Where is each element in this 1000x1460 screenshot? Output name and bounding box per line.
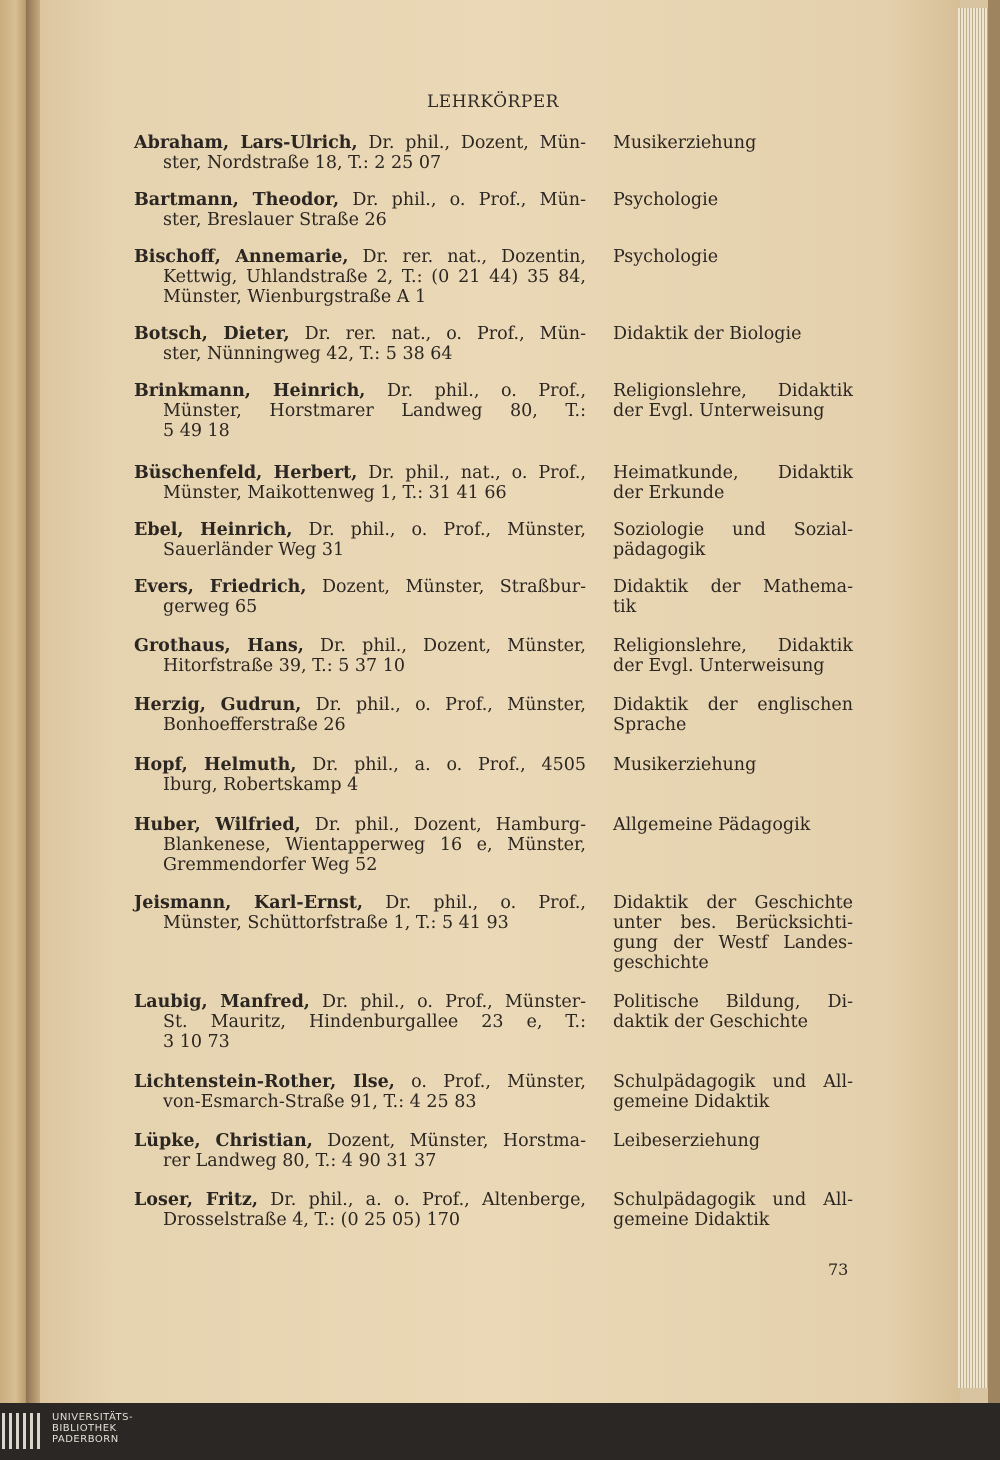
person-name: Lichtenstein-Rother, Ilse, (134, 1072, 395, 1092)
person-name: Lüpke, Christian, (134, 1131, 313, 1151)
entry-subject (613, 755, 853, 775)
entry-text-line: Bischoff, Annemarie, Dr. rer. nat., Dozentin, (134, 247, 586, 267)
person-name: Hopf, Helmuth, (134, 755, 297, 775)
subject-line: daktik der Geschichte (613, 1012, 808, 1032)
subject-line: geschichte (613, 953, 709, 973)
entry-subject (613, 1190, 853, 1230)
person-name: Bischoff, Annemarie, (134, 247, 349, 267)
entry-subject (613, 992, 853, 1032)
entry-text-line: Abraham, Lars-Ulrich, Dr. phil., Dozent, Mün- (134, 133, 586, 153)
entry-text-line: Lichtenstein-Rother, Ilse, o. Prof., Münster, (134, 1072, 586, 1092)
entry-subject (613, 577, 853, 617)
person-name: Evers, Friedrich, (134, 577, 307, 597)
subject-line: Heimatkunde, Didaktik (613, 463, 853, 483)
subject-line: Allgemeine Pädagogik (613, 815, 811, 835)
entry-text-line: Botsch, Dieter, Dr. rer. nat., o. Prof., Mün- (134, 324, 586, 344)
entry-text-line: Evers, Friedrich, Dozent, Münster, Straßbur- (134, 577, 587, 597)
entry-text-line: ster, Breslauer Straße 26 (163, 210, 387, 230)
person-name: Herzig, Gudrun, (134, 695, 302, 715)
entry-text-line: Huber, Wilfried, Dr. phil., Dozent, Hamburg- (134, 815, 586, 835)
subject-line: Soziologie und Sozial- (613, 520, 853, 540)
entry-details (134, 1131, 586, 1171)
library-logo-icon (2, 1413, 46, 1449)
entry-text-line: gerweg 65 (163, 597, 258, 617)
entry-details (134, 695, 586, 735)
person-name: Abraham, Lars-Ulrich, (134, 133, 358, 153)
entry-details (134, 381, 586, 441)
entry-text-line: ster, Nünningweg 42, T.: 5 38 64 (163, 344, 453, 364)
subject-line: der Evgl. Unterweisung (613, 401, 825, 421)
page-number: 73 (828, 1260, 849, 1279)
entry-subject (613, 190, 853, 210)
entry-details (134, 463, 586, 503)
entry-text-line: Bonhoefferstraße 26 (163, 715, 346, 735)
person-name: Huber, Wilfried, (134, 815, 301, 835)
running-head: LEHRKÖRPER (427, 92, 559, 112)
entry-details (134, 190, 586, 230)
library-footer (0, 1403, 1000, 1460)
entry-subject (613, 1131, 853, 1151)
entry-text-line: 5 49 18 (163, 421, 230, 441)
entry-subject (613, 324, 853, 344)
library-logo-text (52, 1412, 133, 1445)
entry-details (134, 1190, 586, 1230)
entry-subject (613, 695, 853, 735)
entry-details (134, 893, 586, 933)
entry-details (134, 636, 586, 676)
entry-text-line: Jeismann, Karl-Ernst, Dr. phil., o. Prof., (134, 893, 586, 913)
entry-text-line: Laubig, Manfred, Dr. phil., o. Prof., Münster- (134, 992, 586, 1012)
entry-details (134, 992, 586, 1052)
subject-line: tik (613, 597, 637, 617)
entry-text-line: ster, Nordstraße 18, T.: 2 25 07 (163, 153, 442, 173)
person-name: Botsch, Dieter, (134, 324, 290, 344)
entry-subject (613, 1072, 853, 1112)
subject-line: Schulpädagogik und All- (613, 1072, 853, 1092)
entry-text-line: Münster, Maikottenweg 1, T.: 31 41 66 (163, 483, 507, 503)
entry-text-line: 3 10 73 (163, 1032, 230, 1052)
entry-subject (613, 636, 853, 676)
entry-text-line: Grothaus, Hans, Dr. phil., Dozent, Münster, (134, 636, 586, 656)
entry-subject (613, 463, 853, 503)
subject-line: Religionslehre, Didaktik (613, 381, 853, 401)
subject-line: Leibeserziehung (613, 1131, 761, 1151)
entry-subject (613, 247, 853, 267)
subject-line: Didaktik der englischen (613, 695, 853, 715)
person-name: Büschenfeld, Herbert, (134, 463, 358, 483)
entry-text-line: Loser, Fritz, Dr. phil., a. o. Prof., Altenberge, (134, 1190, 586, 1210)
subject-line: gemeine Didaktik (613, 1210, 770, 1230)
entry-text-line: Herzig, Gudrun, Dr. phil., o. Prof., Münster, (134, 695, 586, 715)
subject-line: Politische Bildung, Di- (613, 992, 853, 1012)
entry-details (134, 324, 586, 364)
subject-line: Sprache (613, 715, 687, 735)
entry-details (134, 520, 586, 560)
entry-details (134, 815, 586, 875)
subject-line: Religionslehre, Didaktik (613, 636, 853, 656)
entry-details (134, 247, 586, 307)
entry-subject (613, 893, 853, 973)
entry-text-line: Hitorfstraße 39, T.: 5 37 10 (163, 656, 406, 676)
subject-line: der Erkunde (613, 483, 725, 503)
logo-line-3: PADERBORN (52, 1434, 119, 1445)
entry-subject (613, 381, 853, 421)
entry-details (134, 755, 586, 795)
entry-subject (613, 520, 853, 560)
subject-line: Psychologie (613, 190, 719, 210)
entry-text-line: St. Mauritz, Hindenburgallee 23 e, T.: (163, 1012, 586, 1032)
entry-text-line: Drosselstraße 4, T.: (0 25 05) 170 (163, 1210, 461, 1230)
person-name: Grothaus, Hans, (134, 636, 304, 656)
subject-line: unter bes. Berücksichti- (613, 913, 853, 933)
subject-line: Didaktik der Mathema- (613, 577, 853, 597)
logo-line-1: UNIVERSITÄTS- (52, 1412, 134, 1423)
entry-text-line: Blankenese, Wientapperweg 16 e, Münster, (163, 835, 586, 855)
entry-text-line: Bartmann, Theodor, Dr. phil., o. Prof., Mün- (134, 190, 586, 210)
entry-text-line: Lüpke, Christian, Dozent, Münster, Horstma- (134, 1131, 586, 1151)
person-name: Jeismann, Karl-Ernst, (134, 893, 364, 913)
entry-text-line: von-Esmarch-Straße 91, T.: 4 25 83 (163, 1092, 477, 1112)
entry-text-line: Münster, Schüttorfstraße 1, T.: 5 41 93 (163, 913, 509, 933)
person-name: Bartmann, Theodor, (134, 190, 340, 210)
entry-text-line: Gremmendorfer Weg 52 (163, 855, 378, 875)
entry-subject (613, 815, 853, 835)
person-name: Laubig, Manfred, (134, 992, 310, 1012)
subject-line: der Evgl. Unterweisung (613, 656, 825, 676)
subject-line: Musikerziehung (613, 755, 757, 775)
subject-line: gung der Westf Landes- (613, 933, 853, 953)
entry-details (134, 1072, 586, 1112)
person-name: Ebel, Heinrich, (134, 520, 293, 540)
logo-line-2: BIBLIOTHEK (52, 1423, 117, 1434)
subject-line: gemeine Didaktik (613, 1092, 770, 1112)
person-name: Loser, Fritz, (134, 1190, 258, 1210)
subject-line: Psychologie (613, 247, 719, 267)
entry-text-line: Kettwig, Uhlandstraße 2, T.: (0 21 44) 35 84, (163, 267, 586, 287)
entry-subject (613, 133, 853, 153)
entry-text-line: Sauerländer Weg 31 (163, 540, 345, 560)
entry-text-line: Hopf, Helmuth, Dr. phil., a. o. Prof., 4505 (134, 755, 587, 775)
entry-text-line: Büschenfeld, Herbert, Dr. phil., nat., o. Prof., (134, 463, 587, 483)
entry-details (134, 133, 586, 173)
subject-line: Didaktik der Biologie (613, 324, 802, 344)
subject-line: Schulpädagogik und All- (613, 1190, 853, 1210)
subject-line: Musikerziehung (613, 133, 757, 153)
subject-line: Didaktik der Geschichte (613, 893, 853, 913)
entry-text-line: Iburg, Robertskamp 4 (163, 775, 359, 795)
person-name: Brinkmann, Heinrich, (134, 381, 366, 401)
entry-details (134, 577, 586, 617)
entry-text-line: Münster, Wienburgstraße A 1 (163, 287, 427, 307)
subject-line: pädagogik (613, 540, 706, 560)
entry-text-line: rer Landweg 80, T.: 4 90 31 37 (163, 1151, 437, 1171)
entry-text-line: Münster, Horstmarer Landweg 80, T.: (163, 401, 586, 421)
entry-text-line: Brinkmann, Heinrich, Dr. phil., o. Prof., (134, 381, 587, 401)
entry-text-line: Ebel, Heinrich, Dr. phil., o. Prof., Münster, (134, 520, 586, 540)
